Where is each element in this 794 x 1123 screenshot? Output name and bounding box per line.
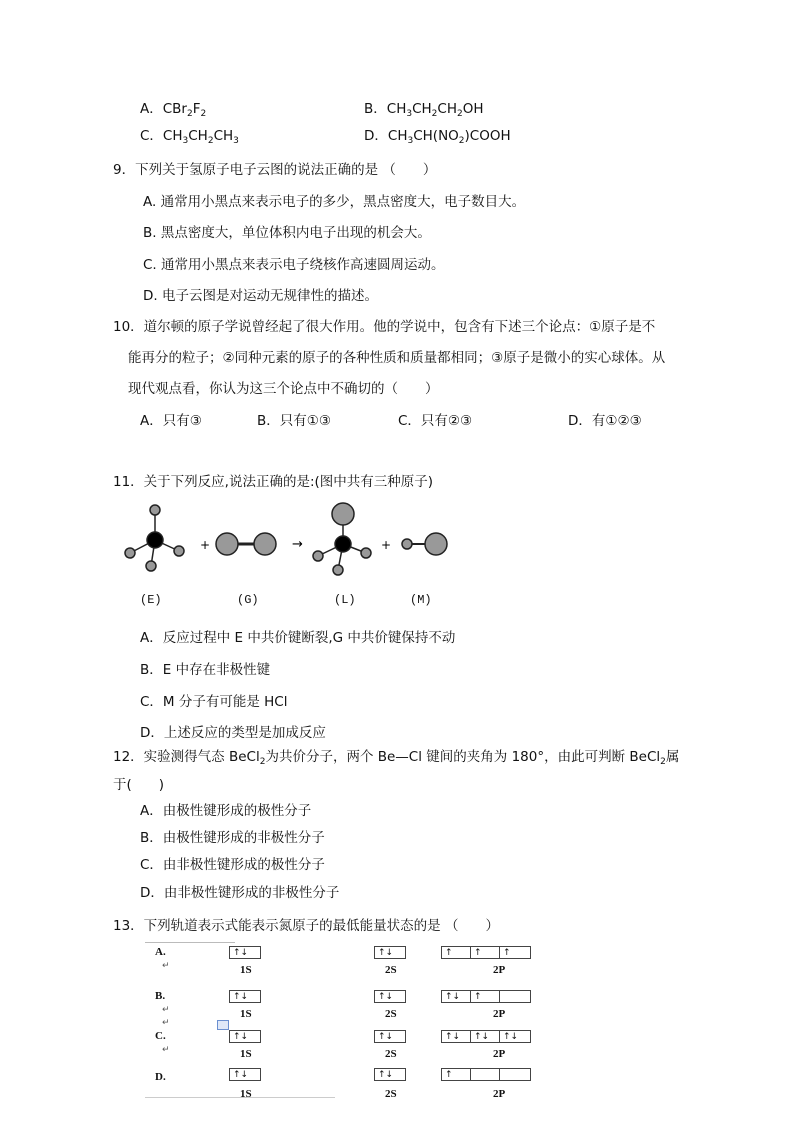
- row-a-2p-box-1: ↑: [441, 946, 471, 959]
- row-a-letter: A.: [155, 946, 166, 958]
- q10-option-b: B．只有①③: [257, 413, 331, 429]
- row-a-1s-box: ↑↓: [229, 946, 261, 959]
- q12-line-1: 12．实验测得气态 BeCl$_2$为共价分子，两个 Be—Cl 键间的夹角为 180°，由此可判断 BeCl$_2$属: [113, 749, 680, 767]
- row-d-letter: D.: [155, 1071, 166, 1083]
- q9-option-a: A. 通常用小黑点来表示电子的多少，黑点密度大，电子数目大。: [143, 194, 526, 210]
- row-b-2s-label: 2S: [385, 1008, 397, 1020]
- row-d-2p-label: 2P: [493, 1088, 506, 1100]
- q9-option-d: D. 电子云图是对运动无规律性的描述。: [143, 288, 378, 304]
- q12-option-d: D．由非极性键形成的非极性分子: [140, 885, 340, 901]
- reaction-diagram: [115, 500, 455, 590]
- row-b-2p-label: 2P: [493, 1008, 506, 1020]
- label-l: (L): [334, 593, 356, 607]
- q10-line-1: 10．道尔顿的原子学说曾经起了很大作用。他的学说中，包含有下述三个论点：①原子是不: [113, 319, 656, 335]
- row-c-2p-box-1: ↑↓: [441, 1030, 471, 1043]
- row-c-2s-label: 2S: [385, 1048, 397, 1060]
- molecule-g: [216, 533, 276, 555]
- row-a-2p-box-2: ↑: [470, 946, 500, 959]
- row-a-2s-label: 2S: [385, 964, 397, 976]
- q11-option-c: C．M 分子有可能是 HCl: [140, 694, 288, 710]
- row-a-1s-label: 1S: [240, 964, 252, 976]
- label-g: (G): [237, 593, 259, 607]
- row-c-letter: C.: [155, 1030, 166, 1042]
- q12-option-a: A．由极性键形成的极性分子: [140, 803, 312, 819]
- row-c-2s-box: ↑↓: [374, 1030, 406, 1043]
- anchor-icon: [217, 1020, 229, 1030]
- row-d-2p-box-2: [470, 1068, 500, 1081]
- q13-stem: 13．下列轨道表示式能表示氮原子的最低能量状态的是 （ ）: [113, 918, 499, 934]
- row-c-2p-label: 2P: [493, 1048, 506, 1060]
- q8-option-b: B．$CH_3CH_2CH_2OH$: [364, 101, 484, 119]
- q10-option-c: C．只有②③: [398, 413, 473, 429]
- return-mark: ↵: [162, 1005, 170, 1015]
- q10-line-3: 现代观点看，你认为这三个论点中不确切的（ ）: [128, 381, 439, 397]
- orbital-diagram-image: [145, 938, 545, 1103]
- q8-option-a: A．$CBr_2F_2$: [140, 101, 207, 119]
- row-b-letter: B.: [155, 990, 166, 1002]
- q8-option-c: C．$CH_3CH_2CH_3$: [140, 128, 239, 146]
- q10-option-a: A．只有③: [140, 413, 202, 429]
- q8-option-d: D．$CH_3CH(NO_2)COOH$: [364, 128, 511, 146]
- q12-option-c: C．由非极性键形成的极性分子: [140, 857, 325, 873]
- row-b-1s-label: 1S: [240, 1008, 252, 1020]
- reaction-arrow: →: [292, 537, 303, 552]
- return-mark: ↵: [162, 961, 170, 971]
- molecule-e: [125, 505, 184, 571]
- q11-option-b: B．E 中存在非极性键: [140, 662, 271, 678]
- row-b-2p-box-2: ↑: [470, 990, 500, 1003]
- q9-option-b: B. 黑点密度大，单位体积内电子出现的机会大。: [143, 225, 431, 241]
- q11-option-d: D．上述反应的类型是加成反应: [140, 725, 326, 741]
- row-a-2s-box: ↑↓: [374, 946, 406, 959]
- row-c-1s-label: 1S: [240, 1048, 252, 1060]
- row-d-1s-label: 1S: [240, 1088, 252, 1100]
- row-d-2s-box: ↑↓: [374, 1068, 406, 1081]
- q11-option-a: A．反应过程中 E 中共价键断裂,G 中共价键保持不动: [140, 630, 456, 646]
- plus-sign-1: +: [200, 538, 211, 552]
- row-c-1s-box: ↑↓: [229, 1030, 261, 1043]
- q12-line-2: 于( ): [113, 777, 165, 793]
- row-b-2p-box-1: ↑↓: [441, 990, 471, 1003]
- molecule-l: [313, 503, 371, 575]
- row-d-2s-label: 2S: [385, 1088, 397, 1100]
- q11-stem: 11．关于下列反应,说法正确的是:(图中共有三种原子): [113, 474, 434, 490]
- row-b-2s-box: ↑↓: [374, 990, 406, 1003]
- q9-stem: 9．下列关于氢原子电子云图的说法正确的是 （ ）: [113, 162, 437, 178]
- q10-option-d: D．有①②③: [568, 413, 642, 429]
- q10-line-2: 能再分的粒子；②同种元素的原子的各种性质和质量都相同；③原子是微小的实心球体。从: [128, 350, 666, 366]
- row-c-2p-box-3: ↑↓: [499, 1030, 531, 1043]
- row-c-2p-box-2: ↑↓: [470, 1030, 500, 1043]
- row-b-2p-box-3: [499, 990, 531, 1003]
- label-e: (E): [140, 593, 162, 607]
- row-d-2p-box-1: ↑: [441, 1068, 471, 1081]
- plus-sign-2: +: [381, 538, 392, 552]
- molecule-m: [402, 533, 447, 555]
- label-m: (M): [410, 593, 432, 607]
- row-b-1s-box: ↑↓: [229, 990, 261, 1003]
- return-mark: ↵: [162, 1045, 170, 1055]
- q12-option-b: B．由极性键形成的非极性分子: [140, 830, 325, 846]
- row-d-1s-box: ↑↓: [229, 1068, 261, 1081]
- return-mark: ↵: [162, 1018, 170, 1028]
- q9-option-c: C. 通常用小黑点来表示电子绕核作高速圆周运动。: [143, 257, 445, 273]
- row-d-2p-box-3: [499, 1068, 531, 1081]
- row-a-2p-label: 2P: [493, 964, 506, 976]
- row-a-2p-box-3: ↑: [499, 946, 531, 959]
